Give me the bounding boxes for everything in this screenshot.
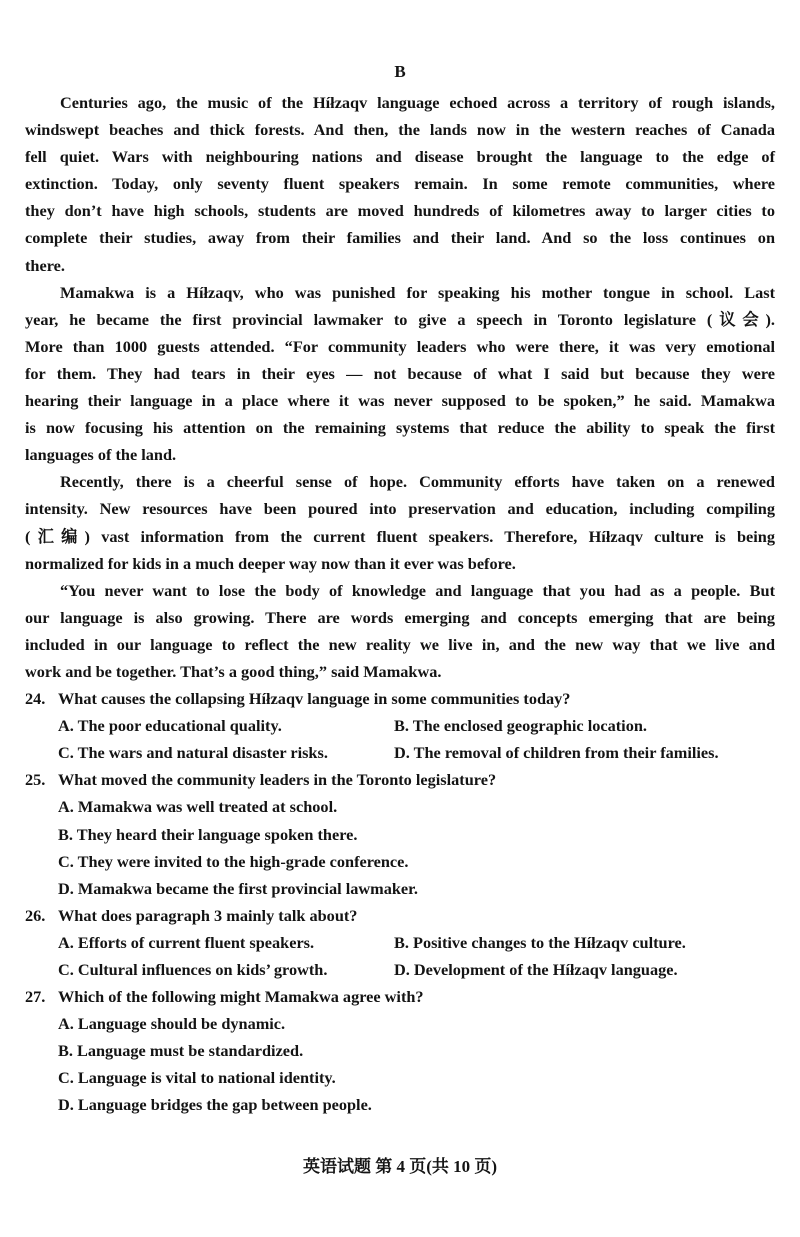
question [25, 685, 775, 766]
question-number: 25. [25, 770, 46, 790]
answer-option: A. The poor educational quality. [58, 716, 282, 736]
question-stem [25, 685, 775, 712]
passage-line: extinction. Today, only seventy fluent speakers remain. In some remote communities, where [25, 174, 775, 194]
passage-line: year, he became the first provincial lawmaker to give a speech in Toronto legislature (议会). [25, 309, 775, 329]
question-stem [25, 983, 775, 1010]
question-stem [25, 766, 775, 793]
question-number: 27. [25, 987, 46, 1007]
question-text: Which of the following might Mamakwa agree with? [58, 987, 424, 1007]
passage-line: Mamakwa is a Híłzaqv, who was punished for speaking his mother tongue in school. Last [60, 282, 775, 302]
option-row [25, 956, 775, 983]
passage-line: languages of the land. [25, 445, 177, 465]
question-text: What does paragraph 3 mainly talk about? [58, 905, 358, 925]
answer-option: C. Language is vital to national identity. [58, 1068, 336, 1088]
answer-option: B. Language must be standardized. [58, 1041, 304, 1061]
option-row [25, 712, 775, 739]
question-number: 24. [25, 689, 46, 709]
passage-line: intensity. New resources have been poured into preservation and education, including compiling [25, 499, 775, 519]
document-body [25, 89, 775, 1119]
passage-line: there. [25, 255, 65, 275]
answer-option: D. Language bridges the gap between people. [58, 1095, 372, 1115]
passage-line: they don’t have high schools, students are moved hundreds of kilometres away to larger cities to [25, 201, 775, 221]
answer-option: C. Cultural influences on kids’ growth. [58, 960, 328, 979]
passage-line: (汇编) vast information from the current fluent speakers. Therefore, Híłzaqv culture is being [25, 526, 775, 546]
answer-option: D. The removal of children from their families. [394, 743, 719, 763]
passage-line: complete their studies, away from their families and their land. And so the loss continues on [25, 228, 775, 248]
question-number: 26. [25, 905, 46, 925]
passage-line: More than 1000 guests attended. “For community leaders who were there, it was very emotional [25, 336, 775, 356]
answer-option: A. Efforts of current fluent speakers. [58, 932, 315, 952]
answer-option: B. Positive changes to the Híłzaqv culture. [394, 932, 686, 952]
question [25, 766, 775, 901]
passage-paragraph [25, 468, 775, 576]
passage-line: normalized for kids in a much deeper way now than it ever was before. [25, 553, 516, 573]
answer-option: C. They were invited to the high-grade conference. [58, 851, 409, 871]
passage-line: windswept beaches and thick forests. And then, the lands now in the western reaches of Canada [25, 120, 775, 140]
passage-line: is now focusing his attention on the remaining systems that reduce the ability to speak the first [25, 418, 775, 438]
passage-line: included in our language to reflect the new reality we live in, and the new way that we live and [25, 634, 775, 654]
answer-option: B. They heard their language spoken there. [58, 824, 358, 844]
passage-line: our language is also growing. There are words emerging and concepts emerging that are being [25, 607, 775, 627]
passage-line: for them. They had tears in their eyes — not because of what I said but because they were [25, 363, 775, 383]
answer-option: A. Language should be dynamic. [58, 1014, 286, 1034]
answer-option: D. Mamakwa became the first provincial lawmaker. [58, 878, 418, 898]
answer-option: B. The enclosed geographic location. [394, 716, 647, 736]
answer-option: A. Mamakwa was well treated at school. [58, 797, 338, 817]
passage-paragraph [25, 279, 775, 469]
answer-option: D. Development of the Híłzaqv language. [394, 960, 678, 979]
question [25, 983, 775, 1118]
passage-line: hearing their language in a place where it was never supposed to be spoken,” he said. Mamakwa [25, 391, 775, 411]
passage-line: fell quiet. Wars with neighbouring nations and disease brought the language to the edge of [25, 147, 775, 167]
page-footer: 英语试题 第 4 页(共 10 页) [302, 1157, 498, 1176]
question-text: What causes the collapsing Híłzaqv language in some communities today? [58, 689, 571, 709]
passage-line: work and be together. That’s a good thing,” said Mamakwa. [25, 661, 442, 681]
question-stem [25, 902, 775, 929]
section-title: B [394, 62, 406, 81]
answer-option: C. The wars and natural disaster risks. [58, 743, 328, 763]
question [25, 902, 775, 983]
question-text: What moved the community leaders in the Toronto legislature? [58, 770, 497, 790]
option-row [25, 929, 775, 956]
passage-line: “You never want to lose the body of knowledge and language that you had as a people. But [60, 580, 775, 600]
option-row [25, 739, 775, 766]
passage-paragraph [25, 577, 775, 685]
passage-line: Centuries ago, the music of the Híłzaqv language echoed across a territory of rough islands, [60, 93, 775, 112]
passage-paragraph [25, 89, 775, 279]
passage-line: Recently, there is a cheerful sense of hope. Community efforts have taken on a renewed [60, 472, 775, 492]
